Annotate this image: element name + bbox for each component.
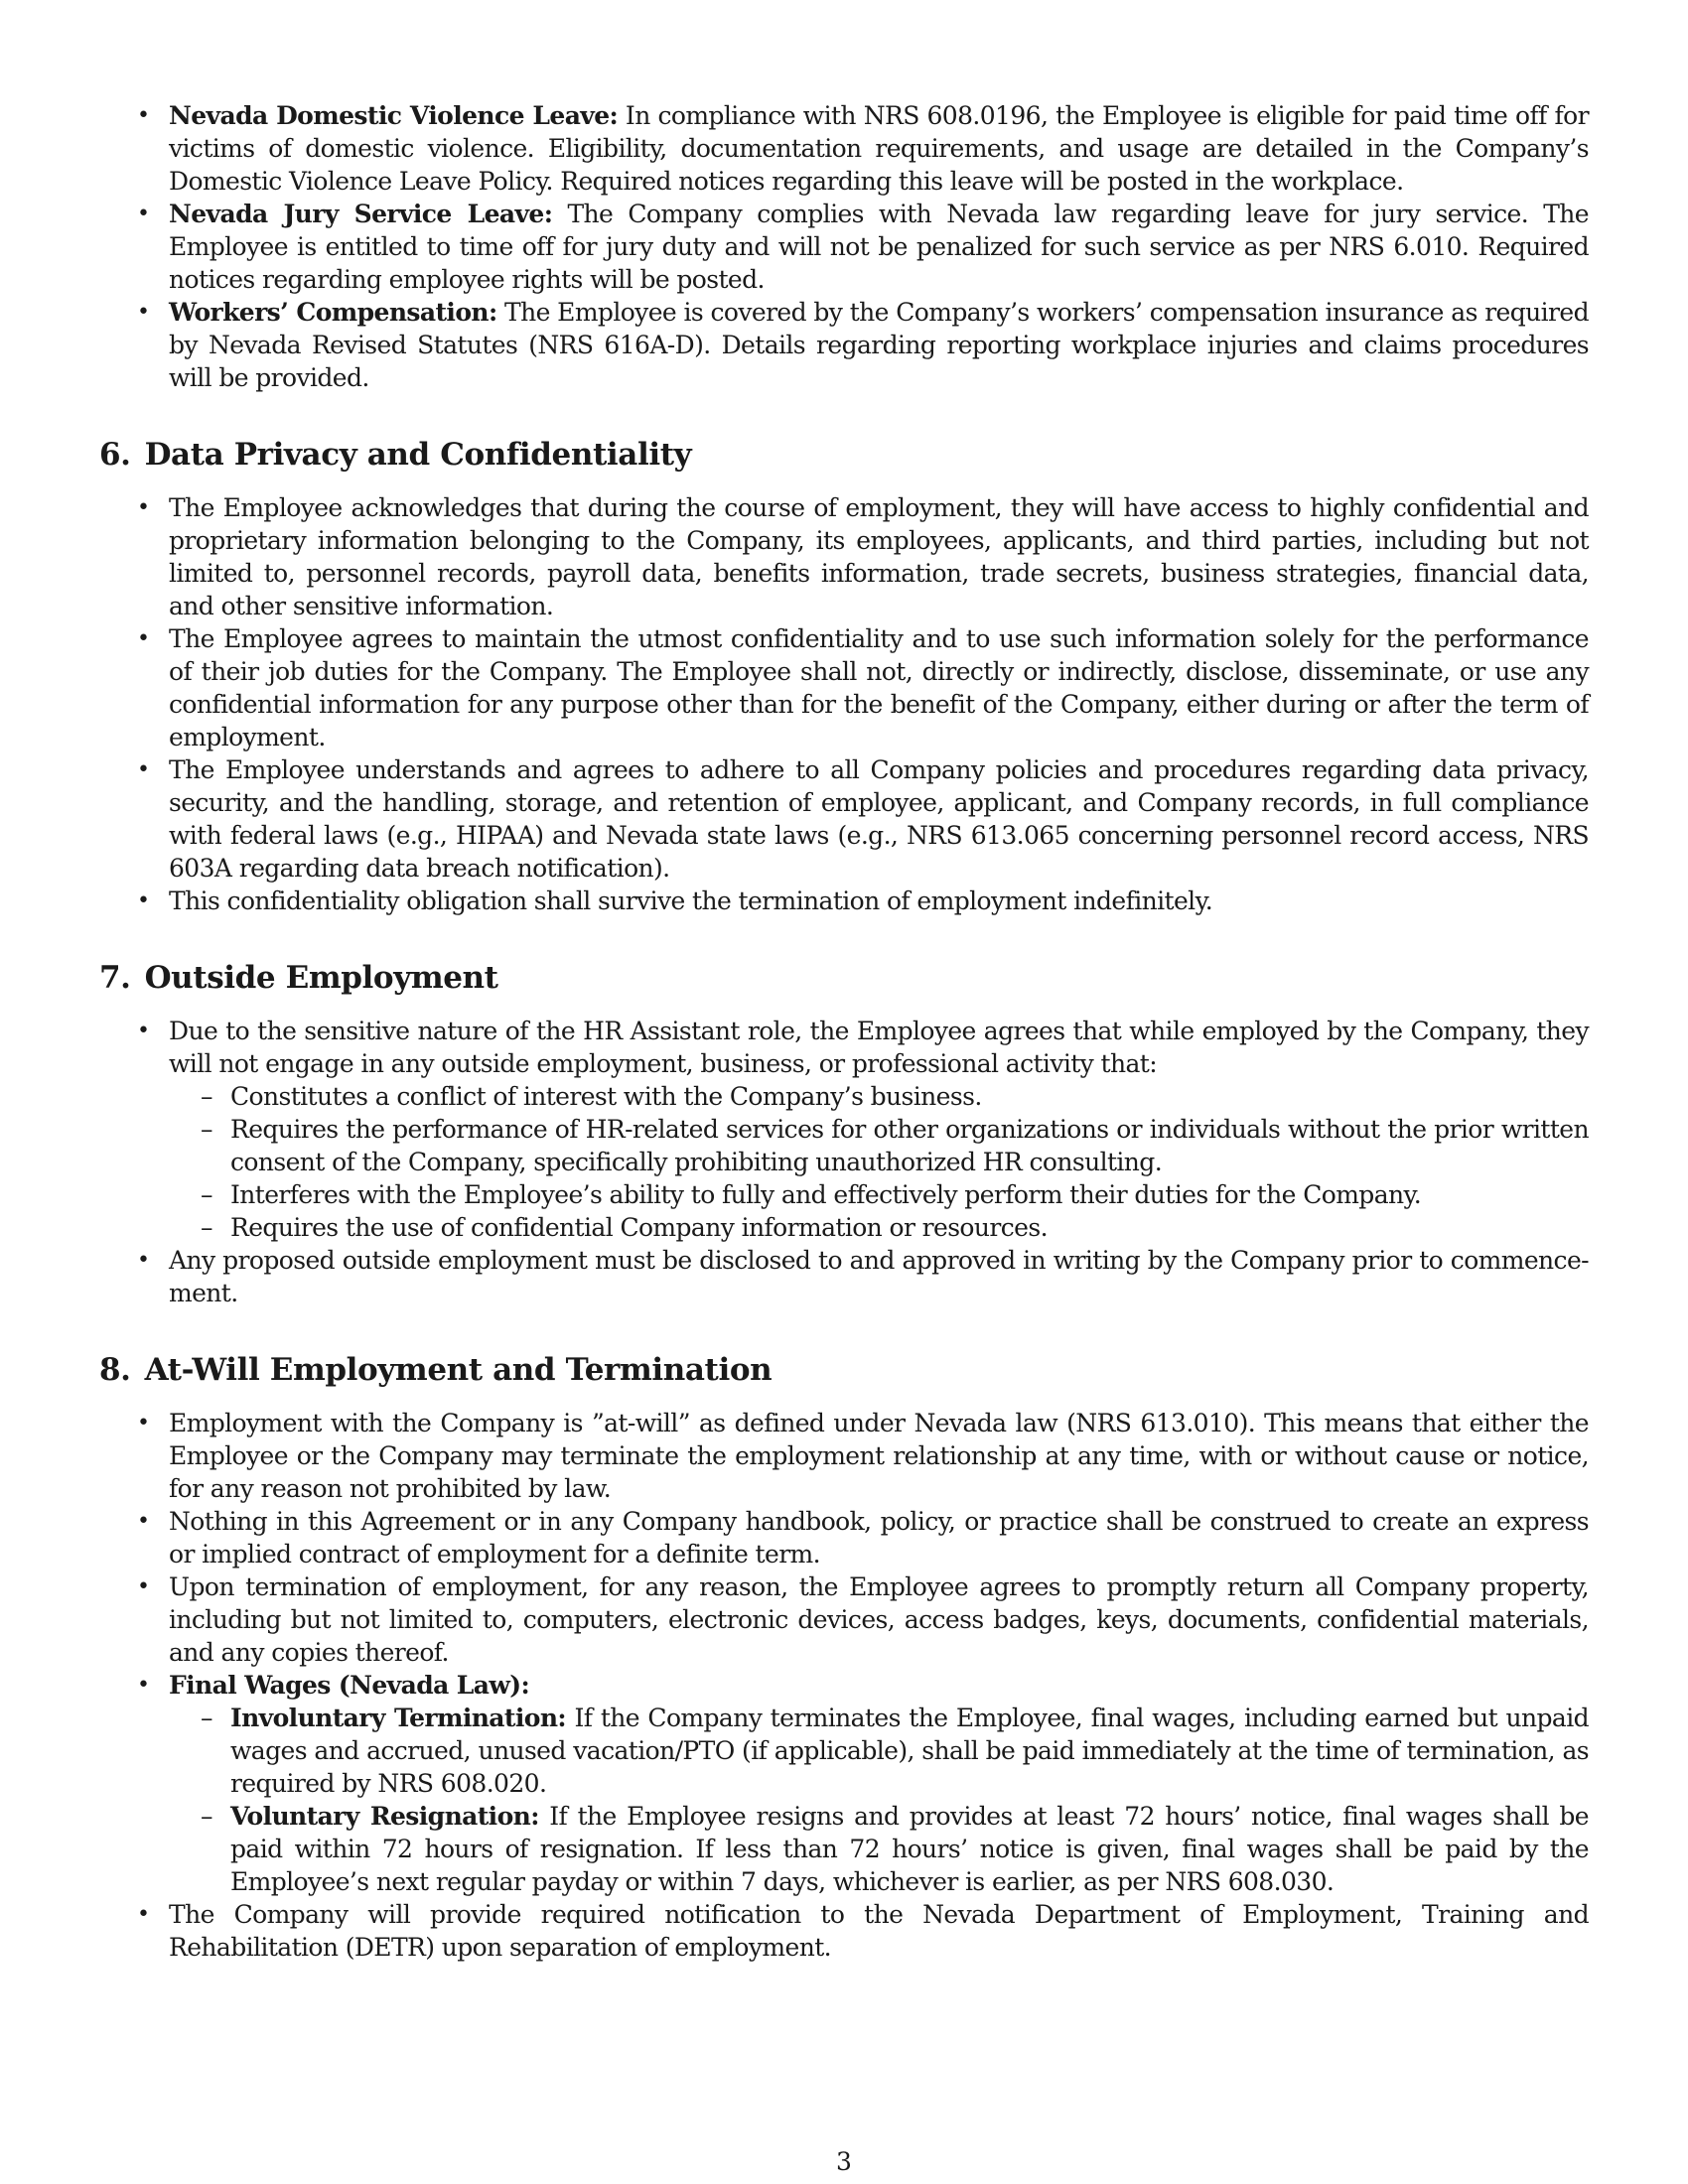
item-text: If the Company terminates the Employee, final wages, including earned but unpaid wages and accrued, unused vacation/PTO (if applicable), shall be paid immediately at the time of termination, as required by NRS 608.020.	[230, 1704, 1589, 1798]
list-item: • Nothing in this Agreement or in any Company handbook, policy, or practice shall be construed to create an express or implied contract of employment for a definite term.	[99, 1505, 1589, 1570]
list-item	[99, 198, 1589, 296]
item-lead: Nevada Domestic Violence Leave:	[169, 101, 619, 130]
sub-list-item: – Requires the performance of HR-related services for other organizations or individuals without the prior written consent of the Company, specifically prohibiting unauthorized HR consulting.	[169, 1113, 1589, 1178]
list-item: • Any proposed outside employment must be disclosed to and approved in writing by the Company prior to commence-ment.	[99, 1244, 1589, 1309]
sub-list-item	[169, 1800, 1589, 1898]
item-text: Due to the sensitive nature of the HR Assistant role, the Employee agrees that while employed by the Company, they will not engage in any outside employment, business, or professional activity that:	[169, 1017, 1589, 1078]
item-text: The Company complies with Nevada law regarding leave for jury service. The Employee is entitled to time off for jury duty and will not be penalized for such service as per NRS 6.010. Required notices regarding employee rights will be posted.	[169, 200, 1589, 294]
list-item	[99, 1015, 1589, 1244]
section-6-list	[99, 491, 1589, 917]
list-item	[99, 296, 1589, 394]
section-title: At-Will Employment and Termination	[144, 1352, 773, 1388]
list-item: • The Employee understands and agrees to adhere to all Company policies and procedures regarding data privacy, security, and the handling, storage, and retention of employee, applicant, and Company records, in full compliance with federal laws (e.g., HIPAA) and Nevada state laws (e.g., NRS 613.065 concerning personnel record access, NRS 603A regarding data breach notification).	[99, 753, 1589, 885]
item-text: In compliance with NRS 608.0196, the Employee is eligible for paid time off for victims of domestic violence. Eligibility, documentation requirements, and usage are detailed in the Company’s Domestic Violence Leave Policy. Required notices regarding this leave will be posted in the workplace.	[169, 101, 1589, 196]
list-item	[99, 99, 1589, 198]
item-text: The Employee is covered by the Company’s workers’ compensation insurance as required by Nevada Revised Statutes (NRS 616A-D). Details regarding reporting workplace injuries and claims procedures will be provided.	[169, 298, 1589, 392]
list-item: • This confidentiality obligation shall survive the termination of employment indefinitely.	[99, 885, 1589, 917]
leave-list	[99, 99, 1589, 394]
list-item: • Upon termination of employment, for any reason, the Employee agrees to promptly return all Company property, including but not limited to, computers, electronic devices, access badges, keys, documents, confidential materials, and any copies thereof.	[99, 1570, 1589, 1669]
item-text: If the Employee resigns and provides at least 72 hours’ notice, final wages shall be paid within 72 hours of resignation. If less than 72 hours’ notice is given, final wages shall be paid by the Employee’s next regular payday or within 7 days, whichever is earlier, as per NRS 608.030.	[230, 1802, 1589, 1896]
section-7-list	[99, 1015, 1589, 1309]
section-number: 8.	[99, 1352, 131, 1388]
document-page	[99, 99, 1589, 1964]
list-item	[99, 1669, 1589, 1898]
section-8-list	[99, 1407, 1589, 1964]
item-lead: Involuntary Termination:	[230, 1704, 567, 1732]
item-lead: Voluntary Resignation:	[230, 1802, 539, 1831]
sub-list-item: – Interferes with the Employee’s ability to fully and effectively perform their duties for the Company.	[169, 1178, 1589, 1211]
sub-list	[169, 1080, 1589, 1244]
section-7-heading	[99, 959, 1589, 997]
sub-list-item: – Requires the use of confidential Company information or resources.	[169, 1211, 1589, 1244]
page-number: 3	[836, 2147, 852, 2176]
sub-list-item	[169, 1702, 1589, 1800]
section-8-heading	[99, 1351, 1589, 1389]
item-lead: Workers’ Compensation:	[169, 298, 497, 327]
list-item: • The Employee agrees to maintain the utmost confidentiality and to use such information solely for the performance of their job duties for the Company. The Employee shall not, directly or indirectly, disclose, disseminate, or use any confidential information for any purpose other than for the benefit of the Company, either during or after the term of employment.	[99, 622, 1589, 753]
list-item: • The Company will provide required notification to the Nevada Department of Employment, Training and Rehabilitation (DETR) upon separation of employment.	[99, 1898, 1589, 1964]
section-number: 7.	[99, 960, 131, 996]
item-lead: Nevada Jury Service Leave:	[169, 200, 553, 228]
sub-list	[169, 1702, 1589, 1898]
list-item: • Employment with the Company is ”at-will” as defined under Nevada law (NRS 613.010). This means that either the Employee or the Company may terminate the employment relationship at any time, with or without cause or notice, for any reason not prohibited by law.	[99, 1407, 1589, 1505]
list-item: • The Employee acknowledges that during the course of employment, they will have access to highly confidential and proprietary information belonging to the Company, its employees, applicants, and third parties, including but not limited to, personnel records, payroll data, benefits information, trade secrets, business strategies, financial data, and other sensitive information.	[99, 491, 1589, 622]
sub-list-item: – Constitutes a conflict of interest with the Company’s business.	[169, 1080, 1589, 1113]
section-number: 6.	[99, 437, 131, 473]
section-title: Outside Employment	[144, 960, 498, 996]
section-title: Data Privacy and Confidentiality	[144, 437, 692, 473]
section-6-heading	[99, 436, 1589, 474]
item-lead: Final Wages (Nevada Law):	[169, 1671, 530, 1700]
